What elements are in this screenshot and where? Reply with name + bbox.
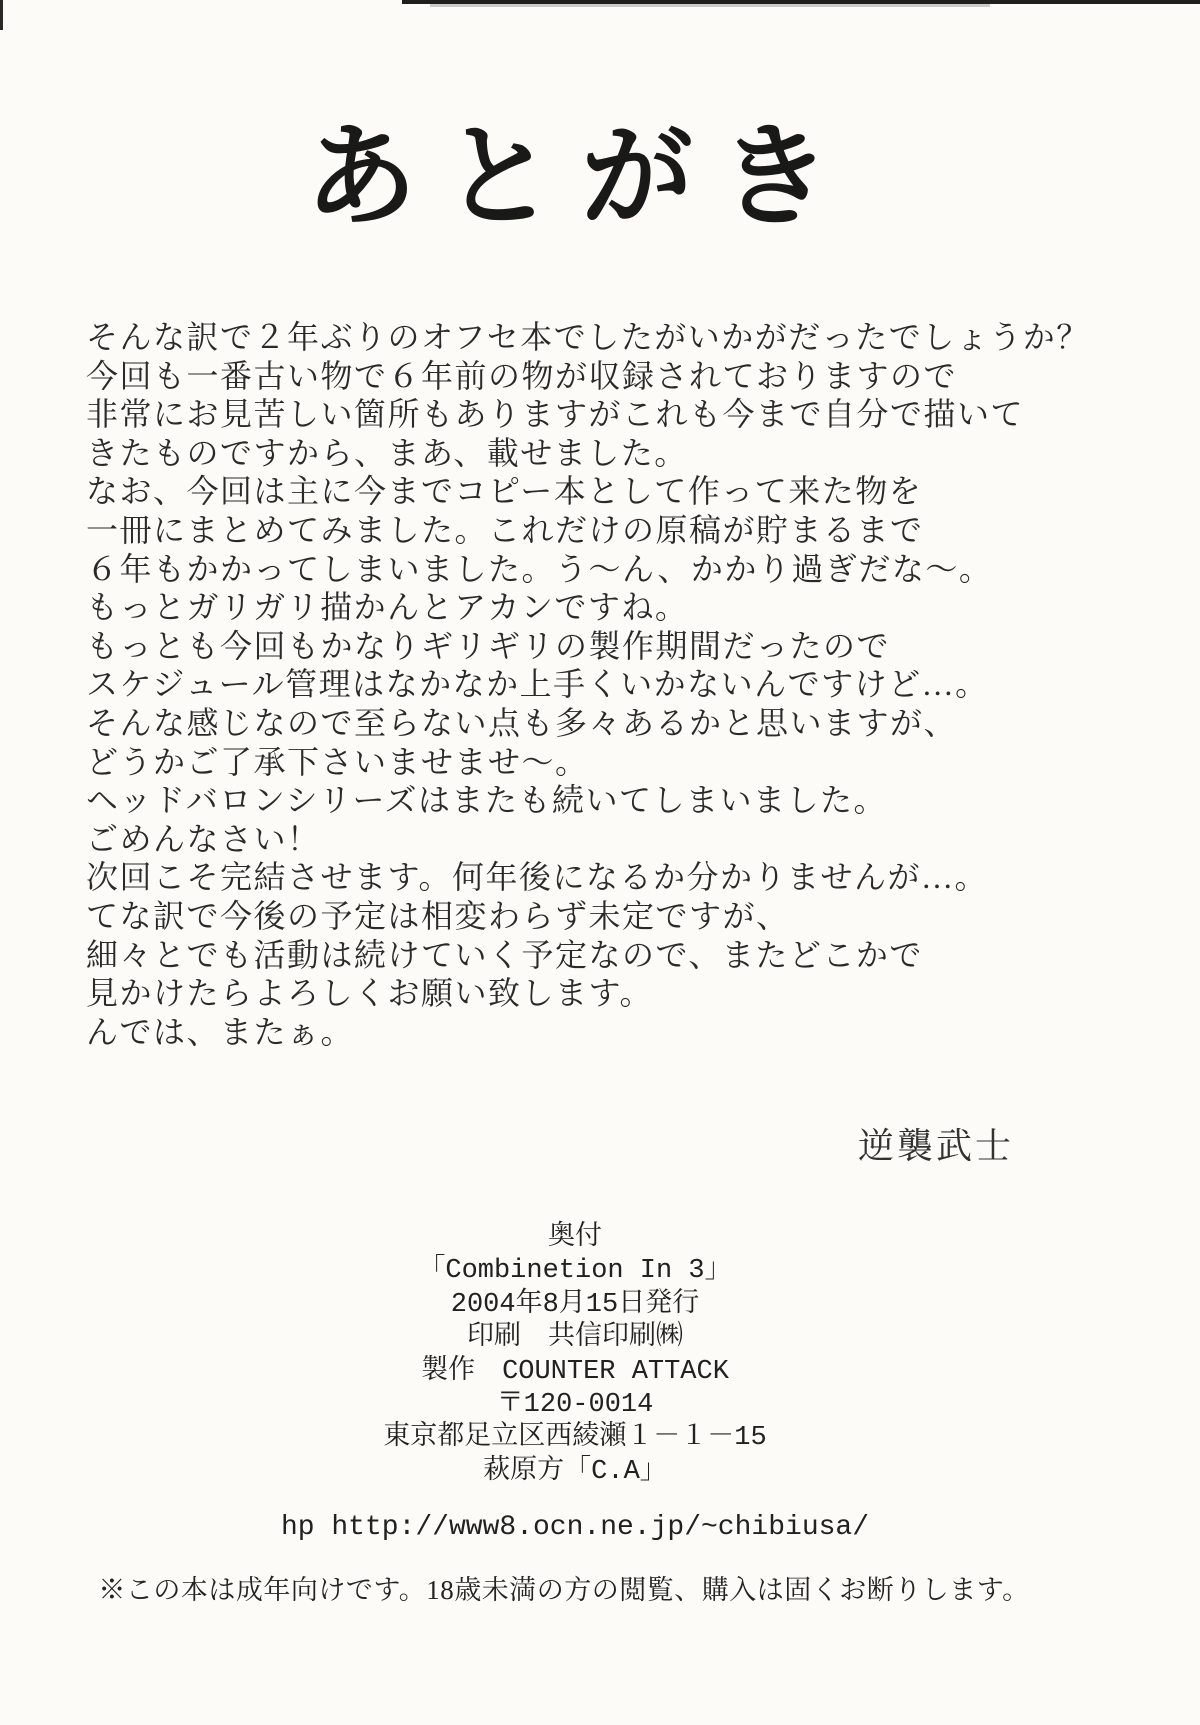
body-line: てな訳で今後の予定は相変わらず未定ですが、 (86, 897, 790, 934)
homepage-url: hp http://www8.ocn.ne.jp/~chibiusa/ (280, 1512, 870, 1543)
body-line: そんな感じなので至らない点も多々あるかと思いますが、 (86, 704, 958, 741)
colophon-block (0, 1222, 1150, 1489)
body-line: そんな訳で２年ぶりのオフセ本でしたがいかがだったでしょうか？ (86, 319, 1090, 355)
body-line: んでは、またぁ。 (86, 1013, 355, 1050)
colophon-circle: 製作 COUNTER ATTACK (421, 1356, 729, 1387)
body-line: ヘッドバロンシリーズはまたも続いてしまいました。 (86, 782, 887, 819)
body-line: もっとも今回もかなりギリギリの製作期間だったので (86, 627, 891, 664)
body-line: なお、今回は主に今までコピー本として作って来た物を (86, 473, 923, 510)
afterword-body (86, 318, 1166, 1051)
colophon-address: 東京都足立区西綾瀬１－１－15 (383, 1423, 767, 1454)
age-restriction-warning: ※この本は成年向けです。18歳未満の方の閲覧、購入は固くお断りします。 (98, 1575, 1030, 1605)
colophon-publish-date: 2004年8月15日発行 (450, 1289, 700, 1320)
colophon-heading: 奥付 (548, 1223, 602, 1253)
body-line: 一冊にまとめてみました。これだけの原稿が貯まるまで (86, 511, 924, 548)
body-line: 今回も一番古い物で６年前の物が収録されておりますので (86, 357, 958, 394)
body-line: ごめんなさい！ (86, 820, 321, 857)
scan-artifact-left-edge (0, 0, 3, 30)
body-line: ６年もかかってしまいました。う～ん、かかり過ぎだな～。 (86, 550, 993, 587)
body-line: 見かけたらよろしくお願い致します。 (86, 975, 653, 1012)
body-line: 非常にお見苦しい箇所もありますがこれも今まで自分で描いて (86, 396, 1025, 433)
body-line: どうかご了承下さいませませ～。 (86, 743, 589, 780)
body-line: スケジュール管理はなかなか上手くいかないんですけど…。 (86, 666, 989, 703)
colophon-care-of: 萩原方「C.A」 (483, 1456, 667, 1487)
colophon-printer: 印刷 共信印刷㈱ (467, 1323, 683, 1354)
page-title: あとがき (305, 114, 857, 239)
colophon-book-title: 「Combinetion In 3」 (418, 1256, 732, 1287)
body-line: 細々とでも活動は続けていく予定なので、またどこかで (86, 936, 923, 973)
body-line: きたものですから、まあ、載せました。 (86, 434, 688, 471)
author-signature: 逆襲武士 (857, 1126, 1014, 1166)
body-line: もっとガリガリ描かんとアカンですね。 (86, 589, 689, 626)
scan-artifact-top-shadow (430, 4, 990, 7)
colophon-postal-code: 〒120-0014 (496, 1390, 654, 1421)
body-line: 次回こそ完結させます。何年後になるか分かりませんが…。 (86, 859, 988, 896)
